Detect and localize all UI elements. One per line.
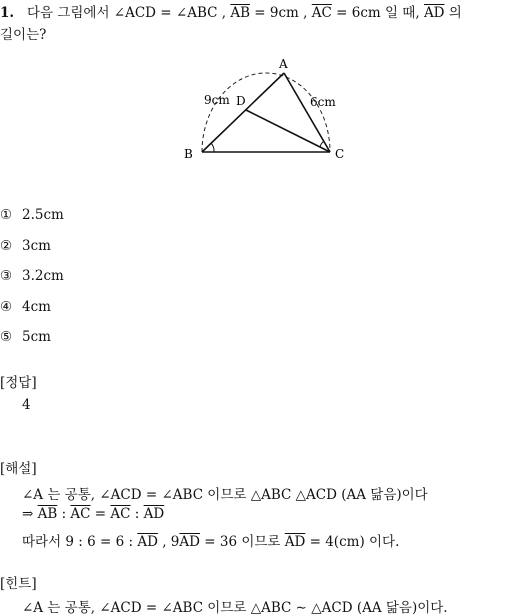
explanation-l2-colon-1: :: [57, 506, 71, 522]
choice-2-text: 3cm: [22, 238, 51, 254]
dashed-arc: [202, 73, 330, 152]
side-ab: [202, 73, 284, 152]
segment-ac: $\overline{AC}$: [311, 5, 332, 21]
explanation-l2-colon-2: :: [130, 506, 144, 522]
explanation-line-2: [22, 506, 164, 522]
explanation-l2-ad: $\overline{AD}$: [143, 506, 165, 522]
explanation-line-3: [22, 530, 399, 550]
choice-1-text: 2.5cm: [22, 207, 64, 223]
explanation-l2-eq: =: [90, 506, 111, 522]
question-line-2: 길이는?: [0, 27, 47, 43]
angle-b-mark: [211, 143, 214, 152]
angle-c-mark: [320, 141, 324, 147]
choice-3-text: 3.2cm: [22, 268, 64, 284]
explanation-l2-ac-1: $\overline{AC}$: [70, 506, 91, 522]
length-ab-label: 9cm: [204, 93, 230, 107]
vertex-b-label: B: [184, 147, 193, 161]
segment-ab: $\overline{AB}$: [230, 5, 251, 21]
choice-5[interactable]: [0, 329, 51, 345]
segment-ad: $\overline{AD}$: [423, 5, 445, 21]
explanation-l3-c: = 36 이므로: [199, 534, 285, 550]
explanation-l3-ad-1: $\overline{AD}$: [137, 534, 158, 550]
answer-heading: [정답]: [0, 375, 37, 391]
question-text-c: = 6cm 일 때,: [331, 5, 424, 21]
choice-1-mark: ①: [0, 207, 13, 223]
hint-line-1: ∠A 는 공통, ∠ACD = ∠ABC 이므로 △ABC ∼ △ACD (AA 닮음)이다.: [22, 600, 448, 616]
explanation-l2-prefix: ⇒: [22, 506, 38, 522]
choice-4-mark: ④: [0, 299, 13, 315]
choice-4[interactable]: [0, 299, 51, 315]
choice-2-mark: ②: [0, 238, 13, 254]
choice-5-text: 5cm: [22, 329, 51, 345]
choice-3[interactable]: [0, 268, 64, 284]
explanation-l3-ad-3: $\overline{AD}$: [284, 534, 306, 550]
vertex-a-label: A: [279, 57, 288, 71]
explanation-heading: [해설]: [0, 461, 37, 477]
choice-1[interactable]: [0, 207, 64, 223]
vertex-c-label: C: [335, 147, 345, 161]
answer-value: 4: [22, 397, 31, 413]
point-d-label: D: [236, 94, 246, 108]
choice-4-text: 4cm: [22, 299, 51, 315]
question-text-b: = 9cm ,: [250, 5, 312, 21]
explanation-l2-ab: $\overline{AB}$: [37, 506, 58, 522]
length-ac-label: 6cm: [310, 95, 336, 109]
explanation-l3-ad-2: $\overline{AD}$: [179, 534, 200, 550]
explanation-l3-b: , 9: [157, 534, 180, 550]
triangle-figure: [180, 55, 350, 165]
question-text-a: 다음 그림에서 ∠ACD = ∠ABC ,: [26, 5, 231, 21]
explanation-line-1: ∠A 는 공통, ∠ACD = ∠ABC 이므로 △ABC △ACD (AA 닮음)이다: [22, 487, 428, 503]
choice-3-mark: ③: [0, 268, 13, 284]
question-number: 1.: [0, 5, 15, 21]
choice-2[interactable]: [0, 238, 51, 254]
question-line-1: [0, 1, 462, 21]
explanation-l3-a: 따라서 9 : 6 = 6 :: [22, 534, 138, 550]
hint-heading: [힌트]: [0, 576, 37, 592]
question-text-d: 의: [444, 5, 462, 21]
explanation-l3-d: = 4(cm) 이다.: [305, 534, 400, 550]
explanation-l2-ac-2: $\overline{AC}$: [110, 506, 131, 522]
choice-5-mark: ⑤: [0, 329, 13, 345]
